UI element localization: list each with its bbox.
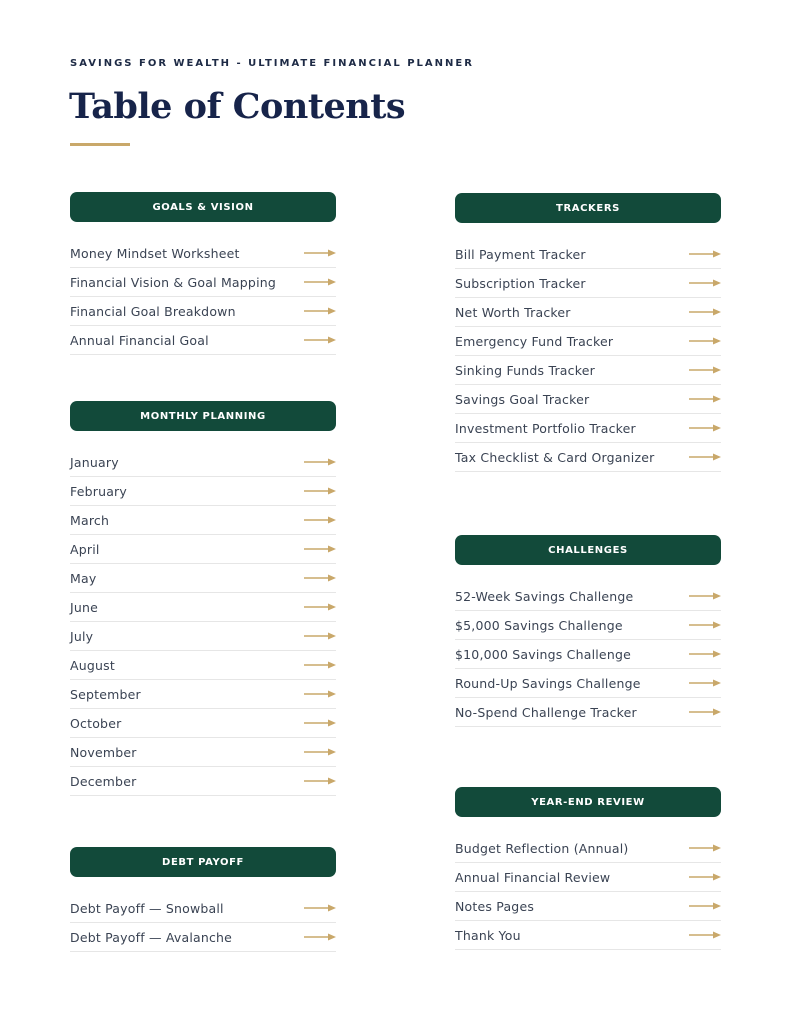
toc-item[interactable] [70,268,336,297]
toc-item-label: Investment Portfolio Tracker [455,420,636,436]
arrow-right-icon[interactable] [689,336,721,346]
toc-item[interactable] [455,863,721,892]
toc-item-label: December [70,773,137,789]
toc-item[interactable] [70,593,336,622]
toc-item[interactable] [70,680,336,709]
toc-item-label: Debt Payoff — Avalanche [70,929,233,945]
toc-item-label: March [70,512,110,528]
arrow-right-icon[interactable] [304,602,336,612]
arrow-right-icon[interactable] [304,277,336,287]
toc-item[interactable] [70,767,336,796]
section-year-end-review [455,787,721,950]
toc-item[interactable] [70,564,336,593]
toc-item[interactable] [70,448,336,477]
item-list [455,834,721,950]
section-debt-payoff [70,847,336,952]
toc-item[interactable] [455,414,721,443]
toc-item-label: Financial Goal Breakdown [70,303,236,319]
toc-item-label: No-Spend Challenge Tracker [455,704,637,720]
toc-item[interactable] [455,443,721,472]
toc-item-label: October [70,715,122,731]
arrow-right-icon[interactable] [689,872,721,882]
toc-item-label: November [70,744,137,760]
arrow-right-icon[interactable] [304,486,336,496]
toc-item[interactable] [70,535,336,564]
toc-item-label: $10,000 Savings Challenge [455,646,631,662]
arrow-right-icon[interactable] [304,248,336,258]
planner-eyebrow: SAVINGS FOR WEALTH - ULTIMATE FINANCIAL PLANNER [70,58,474,69]
arrow-right-icon[interactable] [304,689,336,699]
title-underline [70,143,130,146]
toc-item-label: June [70,599,99,615]
toc-item-label: Subscription Tracker [455,275,586,291]
toc-item-label: Savings Goal Tracker [455,391,590,407]
arrow-right-icon[interactable] [689,307,721,317]
toc-item-label: Sinking Funds Tracker [455,362,595,378]
toc-item-label: Tax Checklist & Card Organizer [455,449,655,465]
toc-item-label: September [70,686,141,702]
toc-item[interactable] [455,582,721,611]
toc-item-label: August [70,657,115,673]
toc-item[interactable] [455,892,721,921]
arrow-right-icon[interactable] [304,457,336,467]
toc-item-label: Notes Pages [455,898,535,914]
toc-item-label: January [70,454,119,470]
arrow-right-icon[interactable] [304,515,336,525]
item-list [70,448,336,796]
arrow-right-icon[interactable] [689,394,721,404]
arrow-right-icon[interactable] [689,452,721,462]
toc-item[interactable] [70,651,336,680]
toc-item-label: Money Mindset Worksheet [70,245,240,261]
arrow-right-icon[interactable] [689,843,721,853]
arrow-right-icon[interactable] [304,747,336,757]
toc-item[interactable] [70,894,336,923]
toc-item[interactable] [70,477,336,506]
toc-item[interactable] [70,709,336,738]
toc-item-label: Net Worth Tracker [455,304,571,320]
toc-item-label: July [70,628,94,644]
arrow-right-icon[interactable] [689,620,721,630]
arrow-right-icon[interactable] [304,932,336,942]
toc-item[interactable] [70,239,336,268]
toc-item-label: Emergency Fund Tracker [455,333,614,349]
section-goals-vision [70,192,336,355]
arrow-right-icon[interactable] [689,649,721,659]
arrow-right-icon[interactable] [689,901,721,911]
section-challenges [455,535,721,727]
toc-item[interactable] [70,506,336,535]
toc-item-label: Annual Financial Review [455,869,611,885]
toc-item-label: Thank You [455,927,521,943]
item-list [455,582,721,727]
arrow-right-icon[interactable] [689,249,721,259]
toc-item-label: May [70,570,97,586]
toc-item[interactable] [455,611,721,640]
arrow-right-icon[interactable] [689,365,721,375]
arrow-right-icon[interactable] [689,707,721,717]
toc-item[interactable] [455,640,721,669]
toc-item[interactable] [70,923,336,952]
toc-item-label: Bill Payment Tracker [455,246,586,262]
section-header-challenges: CHALLENGES [455,535,721,565]
section-header-year-end-review: YEAR-END REVIEW [455,787,721,817]
item-list [70,894,336,952]
section-header-monthly-planning: MONTHLY PLANNING [70,401,336,431]
section-header-trackers: TRACKERS [455,193,721,223]
toc-item[interactable] [455,698,721,727]
arrow-right-icon[interactable] [304,335,336,345]
toc-item[interactable] [455,298,721,327]
section-header-debt-payoff: DEBT PAYOFF [70,847,336,877]
page-title: Table of Contents [69,86,406,127]
toc-item[interactable] [70,622,336,651]
toc-item-label: 52-Week Savings Challenge [455,588,634,604]
arrow-right-icon[interactable] [689,930,721,940]
section-header-goals-vision: GOALS & VISION [70,192,336,222]
toc-item[interactable] [455,921,721,950]
toc-item-label: Debt Payoff — Snowball [70,900,224,916]
item-list [70,239,336,355]
arrow-right-icon[interactable] [304,631,336,641]
toc-item-label: Budget Reflection (Annual) [455,840,629,856]
arrow-right-icon[interactable] [689,591,721,601]
item-list [455,240,721,472]
toc-item[interactable] [455,669,721,698]
toc-item[interactable] [455,385,721,414]
arrow-right-icon[interactable] [689,278,721,288]
toc-item-label: Financial Vision & Goal Mapping [70,274,276,290]
arrow-right-icon[interactable] [689,423,721,433]
arrow-right-icon[interactable] [304,544,336,554]
arrow-right-icon[interactable] [304,718,336,728]
toc-item[interactable] [455,356,721,385]
toc-item-label: Annual Financial Goal [70,332,209,348]
arrow-right-icon[interactable] [304,306,336,316]
toc-item[interactable] [70,326,336,355]
toc-item[interactable] [455,834,721,863]
toc-item[interactable] [70,738,336,767]
arrow-right-icon[interactable] [304,660,336,670]
arrow-right-icon[interactable] [304,573,336,583]
toc-item-label: Round-Up Savings Challenge [455,675,641,691]
toc-item[interactable] [455,240,721,269]
arrow-right-icon[interactable] [304,776,336,786]
toc-item-label: April [70,541,100,557]
arrow-right-icon[interactable] [304,903,336,913]
section-monthly-planning [70,401,336,796]
toc-item-label: $5,000 Savings Challenge [455,617,623,633]
section-trackers [455,193,721,472]
toc-item-label: February [70,483,127,499]
toc-item[interactable] [455,269,721,298]
toc-item[interactable] [70,297,336,326]
arrow-right-icon[interactable] [689,678,721,688]
toc-item[interactable] [455,327,721,356]
